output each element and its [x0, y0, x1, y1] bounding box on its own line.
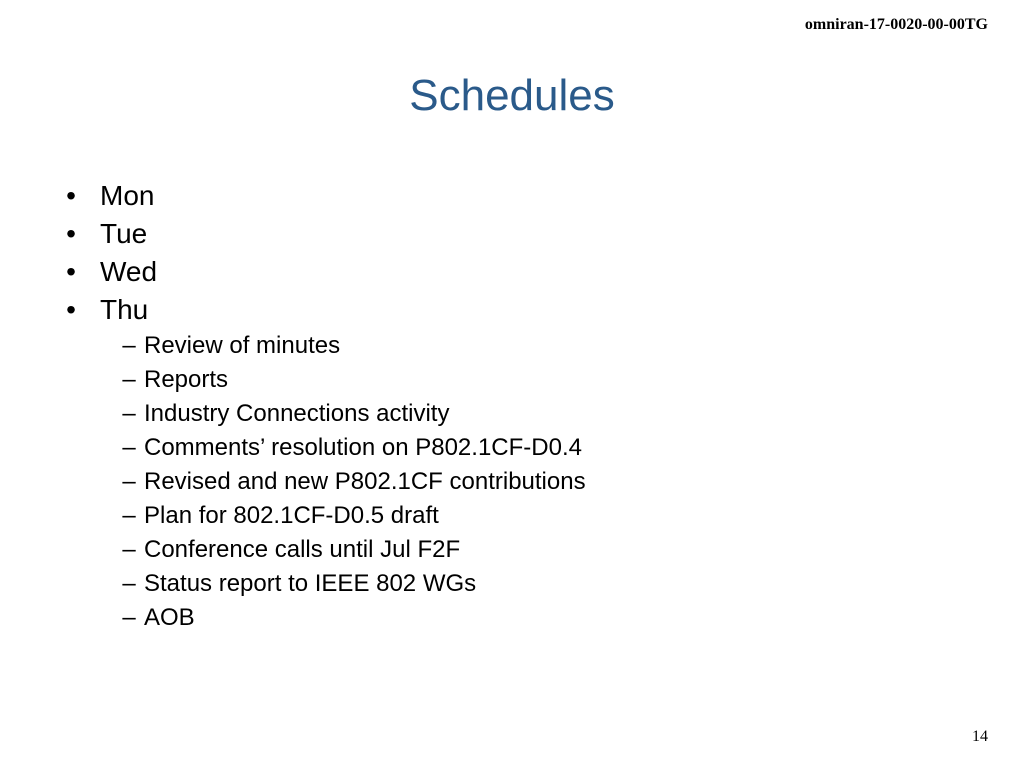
- agenda-item-label: Comments’ resolution on P802.1CF-D0.4: [144, 434, 582, 461]
- agenda-item-label: Plan for 802.1CF-D0.5 draft: [144, 502, 439, 529]
- agenda-item-label: AOB: [144, 604, 195, 631]
- dash-marker: –: [122, 536, 136, 563]
- dash-marker: –: [122, 434, 136, 461]
- bullet-item-tue: [56, 215, 586, 253]
- agenda-item: [100, 397, 586, 431]
- bullet-label: Mon: [100, 180, 155, 211]
- agenda-item: [100, 533, 586, 567]
- agenda-item-label: Revised and new P802.1CF contributions: [144, 468, 586, 495]
- bullet-marker: •: [66, 294, 76, 325]
- bullet-marker: •: [66, 256, 76, 287]
- bullet-marker: •: [66, 180, 76, 211]
- bullet-list: [56, 177, 586, 635]
- slide-title: Schedules: [409, 71, 615, 120]
- dash-marker: –: [122, 604, 136, 631]
- dash-marker: –: [122, 570, 136, 597]
- document-id: omniran-17-0020-00-00TG: [804, 16, 988, 33]
- agenda-item: [100, 465, 586, 499]
- thu-agenda-list: [100, 329, 586, 635]
- bullet-marker: •: [66, 218, 76, 249]
- agenda-item: [100, 329, 586, 363]
- dash-marker: –: [122, 400, 136, 427]
- bullet-item-mon: [56, 177, 586, 215]
- dash-marker: –: [122, 502, 136, 529]
- agenda-item-label: Reports: [144, 366, 229, 393]
- agenda-item-label: Conference calls until Jul F2F: [144, 536, 461, 563]
- dash-marker: –: [122, 468, 136, 495]
- agenda-item: [100, 363, 586, 397]
- agenda-item: [100, 499, 586, 533]
- bullet-label: Tue: [100, 218, 148, 249]
- agenda-item: [100, 431, 586, 465]
- page-number: 14: [972, 728, 988, 745]
- agenda-item: [100, 601, 586, 635]
- agenda-item-label: Review of minutes: [144, 332, 341, 359]
- agenda-item: [100, 567, 586, 601]
- bullet-label: Thu: [100, 294, 149, 325]
- agenda-item-label: Status report to IEEE 802 WGs: [144, 570, 477, 597]
- bullet-label: Wed: [100, 256, 158, 287]
- agenda-item-label: Industry Connections activity: [144, 400, 450, 427]
- dash-marker: –: [122, 366, 136, 393]
- dash-marker: –: [122, 332, 136, 359]
- bullet-item-thu: [56, 291, 586, 635]
- bullet-item-wed: [56, 253, 586, 291]
